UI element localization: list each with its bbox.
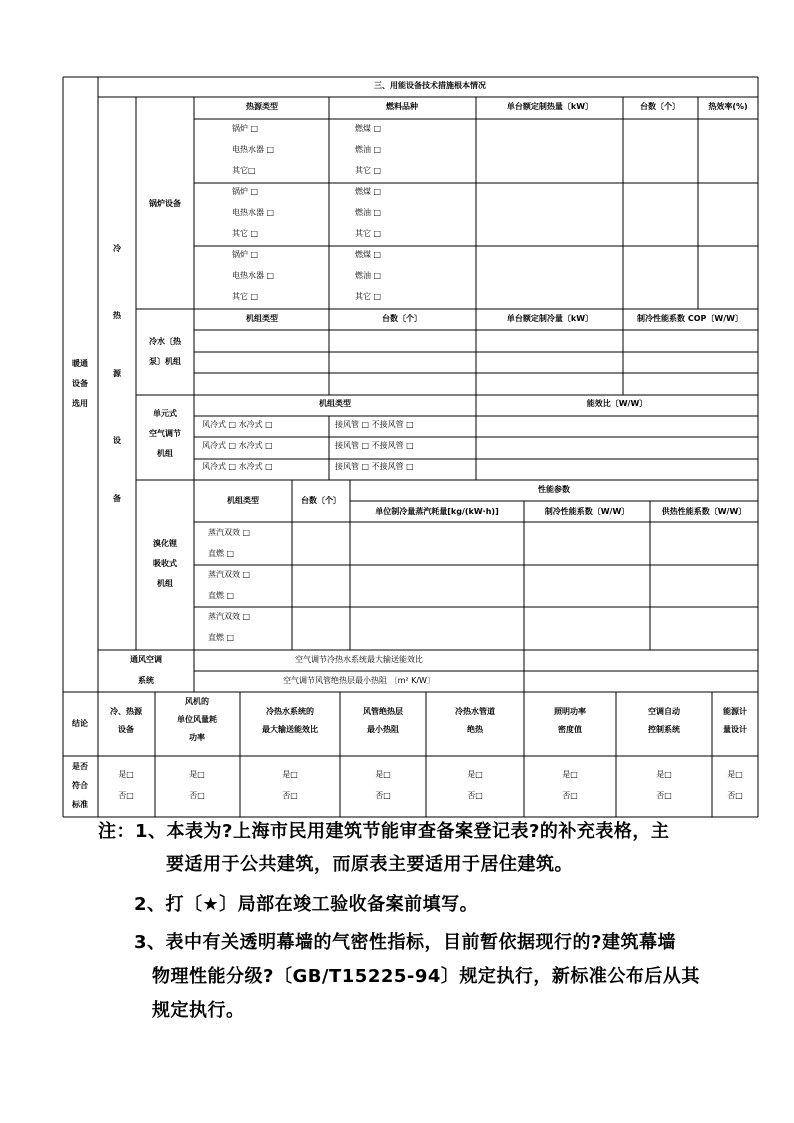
chiller-header-3: 制冷性能系数 COP〔W/W〕 (637, 314, 743, 323)
conclusion-header-5: 照明功率 (554, 707, 586, 716)
ventilation-label-1: 通风空调 (130, 655, 162, 664)
absorption-header-count: 台数〔个〕 (301, 496, 341, 505)
boiler-heat-option: 电热水器 □ (232, 145, 275, 154)
standard-label-1: 是否 (72, 762, 88, 771)
ventilation-row-2: 空气调节风管绝热层最小热阻 〔m² K/W〕 (283, 676, 435, 685)
unitary-header-type: 机组类型 (319, 399, 351, 408)
conclusion-header-2: 最大输送能效比 (262, 725, 318, 734)
absorption-header-cop-heat: 供热性能系数〔W/W〕 (661, 507, 747, 516)
absorption-label-3: 机组 (157, 579, 173, 588)
absorption-header-steam: 单位制冷量蒸汽耗量[kg/(kW·h)] (375, 507, 499, 516)
col-label-3: 设 (113, 436, 121, 445)
conclusion-no-checkbox-2: 否□ (282, 791, 298, 800)
conclusion-no-checkbox-3: 否□ (375, 791, 391, 800)
conclusion-header-5: 密度值 (558, 725, 582, 734)
boiler-heat-option: 其它□ (232, 166, 256, 175)
absorption-option-steam: 蒸汽双效 □ (208, 612, 251, 621)
note-3-line-2: 物理性能分级?〔GB/T15225-94〕规定执行，新标准公布后从其 (152, 966, 700, 987)
note-1-line-2: 要适用于公共建筑，而原表主要适用于居住建筑。 (166, 854, 573, 875)
absorption-option-direct: 直燃 □ (208, 633, 235, 642)
conclusion-yes-checkbox-1: 是□ (189, 770, 205, 779)
note-2: 2、打〔★〕局部在竣工验收备案前填写。 (134, 894, 479, 915)
conclusion-header-6: 控制系统 (648, 725, 680, 734)
absorption-header-type: 机组类型 (227, 496, 259, 505)
conclusion-header-0: 设备 (118, 725, 134, 734)
note-1-line-1: 注：1、本表为?上海市民用建筑节能审查备案登记表?的补充表格，主 (98, 821, 670, 842)
standard-label-3: 标准 (72, 800, 88, 809)
col-label-0: 冷 (113, 244, 121, 253)
chiller-label-1: 冷水〔热 (149, 337, 181, 346)
col-label-2: 源 (113, 369, 121, 378)
conclusion-header-1: 功率 (189, 733, 205, 742)
conclusion-yes-checkbox-0: 是□ (118, 770, 134, 779)
chiller-label-2: 泵〕机组 (149, 357, 181, 366)
left-label-2: 设备 (72, 379, 88, 388)
boiler-heat-option: 锅炉 □ (232, 250, 259, 259)
absorption-option-direct: 直燃 □ (208, 591, 235, 600)
boiler-fuel-option: 燃油 □ (355, 145, 382, 154)
left-label-3: 选用 (72, 399, 88, 408)
boiler-header-efficiency: 热效率(%) (708, 102, 748, 111)
conclusion-no-checkbox-4: 否□ (467, 791, 483, 800)
unitary-label-1: 单元式 (153, 409, 177, 418)
boiler-fuel-option: 其它 □ (355, 166, 382, 175)
ventilation-row-1: 空气调节冷热水系统最大输送能效比 (295, 655, 423, 664)
conclusion-yes-checkbox-2: 是□ (282, 770, 298, 779)
boiler-fuel-option: 燃油 □ (355, 271, 382, 280)
conclusion-header-2: 冷热水系统的 (266, 707, 314, 716)
conclusion-header-6: 空调自动 (648, 707, 680, 716)
chiller-header-2: 单台额定制冷量〔kW〕 (506, 314, 594, 323)
boiler-fuel-option: 燃煤 □ (355, 124, 382, 133)
conclusion-header-1: 单位风量耗 (177, 715, 217, 724)
conclusion-yes-checkbox-3: 是□ (375, 770, 391, 779)
conclusion-no-checkbox-0: 否□ (118, 791, 134, 800)
conclusion-header-3: 风管绝热层 (363, 707, 403, 716)
absorption-option-steam: 蒸汽双效 □ (208, 528, 251, 537)
boiler-heat-option: 其它 □ (232, 229, 259, 238)
col-label-4: 备 (113, 494, 121, 503)
chiller-header-1: 台数〔个〕 (382, 314, 422, 323)
conclusion-no-checkbox-7: 否□ (727, 791, 743, 800)
boiler-heat-option: 锅炉 □ (232, 124, 259, 133)
boiler-header-count: 台数〔个〕 (640, 102, 680, 111)
boiler-label: 锅炉设备 (149, 199, 181, 208)
unitary-header-eer: 能效比〔W/W〕 (586, 399, 648, 408)
conclusion-header-1: 风机的 (185, 697, 209, 706)
absorption-label-2: 吸收式 (153, 559, 177, 568)
note-3-line-1: 3、表中有关透明幕墙的气密性指标，目前暂依据现行的?建筑幕墙 (134, 932, 676, 953)
ventilation-label-2: 系统 (138, 676, 154, 685)
unitary-label-3: 机组 (157, 449, 173, 458)
unitary-option-cooling: 风冷式 □ 水冷式 □ (202, 441, 273, 450)
boiler-header-heat-type: 热源类型 (246, 102, 278, 111)
unitary-label-2: 空气调节 (149, 429, 181, 438)
conclusion-no-checkbox-5: 否□ (562, 791, 578, 800)
boiler-heat-option: 其它 □ (232, 292, 259, 301)
boiler-header-rated-heat: 单台额定制热量〔kW〕 (506, 102, 594, 111)
section-title: 三、用能设备技术措施根本情况 (374, 81, 486, 90)
conclusion-header-3: 最小热阻 (367, 725, 399, 734)
boiler-heat-option: 电热水器 □ (232, 208, 275, 217)
conclusion-header-7: 量设计 (723, 725, 747, 734)
unitary-option-cooling: 风冷式 □ 水冷式 □ (202, 462, 273, 471)
col-label-1: 热 (113, 311, 121, 320)
unitary-option-cooling: 风冷式 □ 水冷式 □ (202, 420, 273, 429)
unitary-option-duct: 接风管 □ 不接风管 □ (335, 441, 414, 450)
boiler-header-fuel-type: 燃料品种 (386, 102, 418, 111)
unitary-option-duct: 接风管 □ 不接风管 □ (335, 462, 414, 471)
boiler-fuel-option: 燃煤 □ (355, 250, 382, 259)
boiler-fuel-option: 其它 □ (355, 229, 382, 238)
boiler-heat-option: 锅炉 □ (232, 187, 259, 196)
left-label-1: 暖通 (72, 359, 88, 368)
conclusion-header-4: 绝热 (467, 725, 483, 734)
conclusion-yes-checkbox-5: 是□ (562, 770, 578, 779)
absorption-header-params: 性能参数 (538, 485, 570, 494)
absorption-header-cop-cool: 制冷性能系数〔W/W〕 (544, 507, 630, 516)
conclusion-yes-checkbox-6: 是□ (656, 770, 672, 779)
conclusion-header-0: 冷、热源 (110, 707, 142, 716)
conclusion-header-7: 能源计 (723, 707, 747, 716)
boiler-fuel-option: 其它 □ (355, 292, 382, 301)
boiler-heat-option: 电热水器 □ (232, 271, 275, 280)
chiller-header-0: 机组类型 (246, 314, 278, 323)
conclusion-yes-checkbox-4: 是□ (467, 770, 483, 779)
conclusion-header-4: 冷热水管道 (455, 707, 495, 716)
conclusion-label: 结论 (72, 719, 88, 728)
absorption-label-1: 溴化锂 (153, 539, 177, 548)
conclusion-no-checkbox-1: 否□ (189, 791, 205, 800)
boiler-fuel-option: 燃油 □ (355, 208, 382, 217)
unitary-option-duct: 接风管 □ 不接风管 □ (335, 420, 414, 429)
conclusion-no-checkbox-6: 否□ (656, 791, 672, 800)
conclusion-yes-checkbox-7: 是□ (727, 770, 743, 779)
absorption-option-steam: 蒸汽双效 □ (208, 570, 251, 579)
standard-label-2: 符合 (72, 781, 88, 790)
note-3-line-3: 规定执行。 (152, 1000, 245, 1021)
absorption-option-direct: 直燃 □ (208, 549, 235, 558)
boiler-fuel-option: 燃煤 □ (355, 187, 382, 196)
